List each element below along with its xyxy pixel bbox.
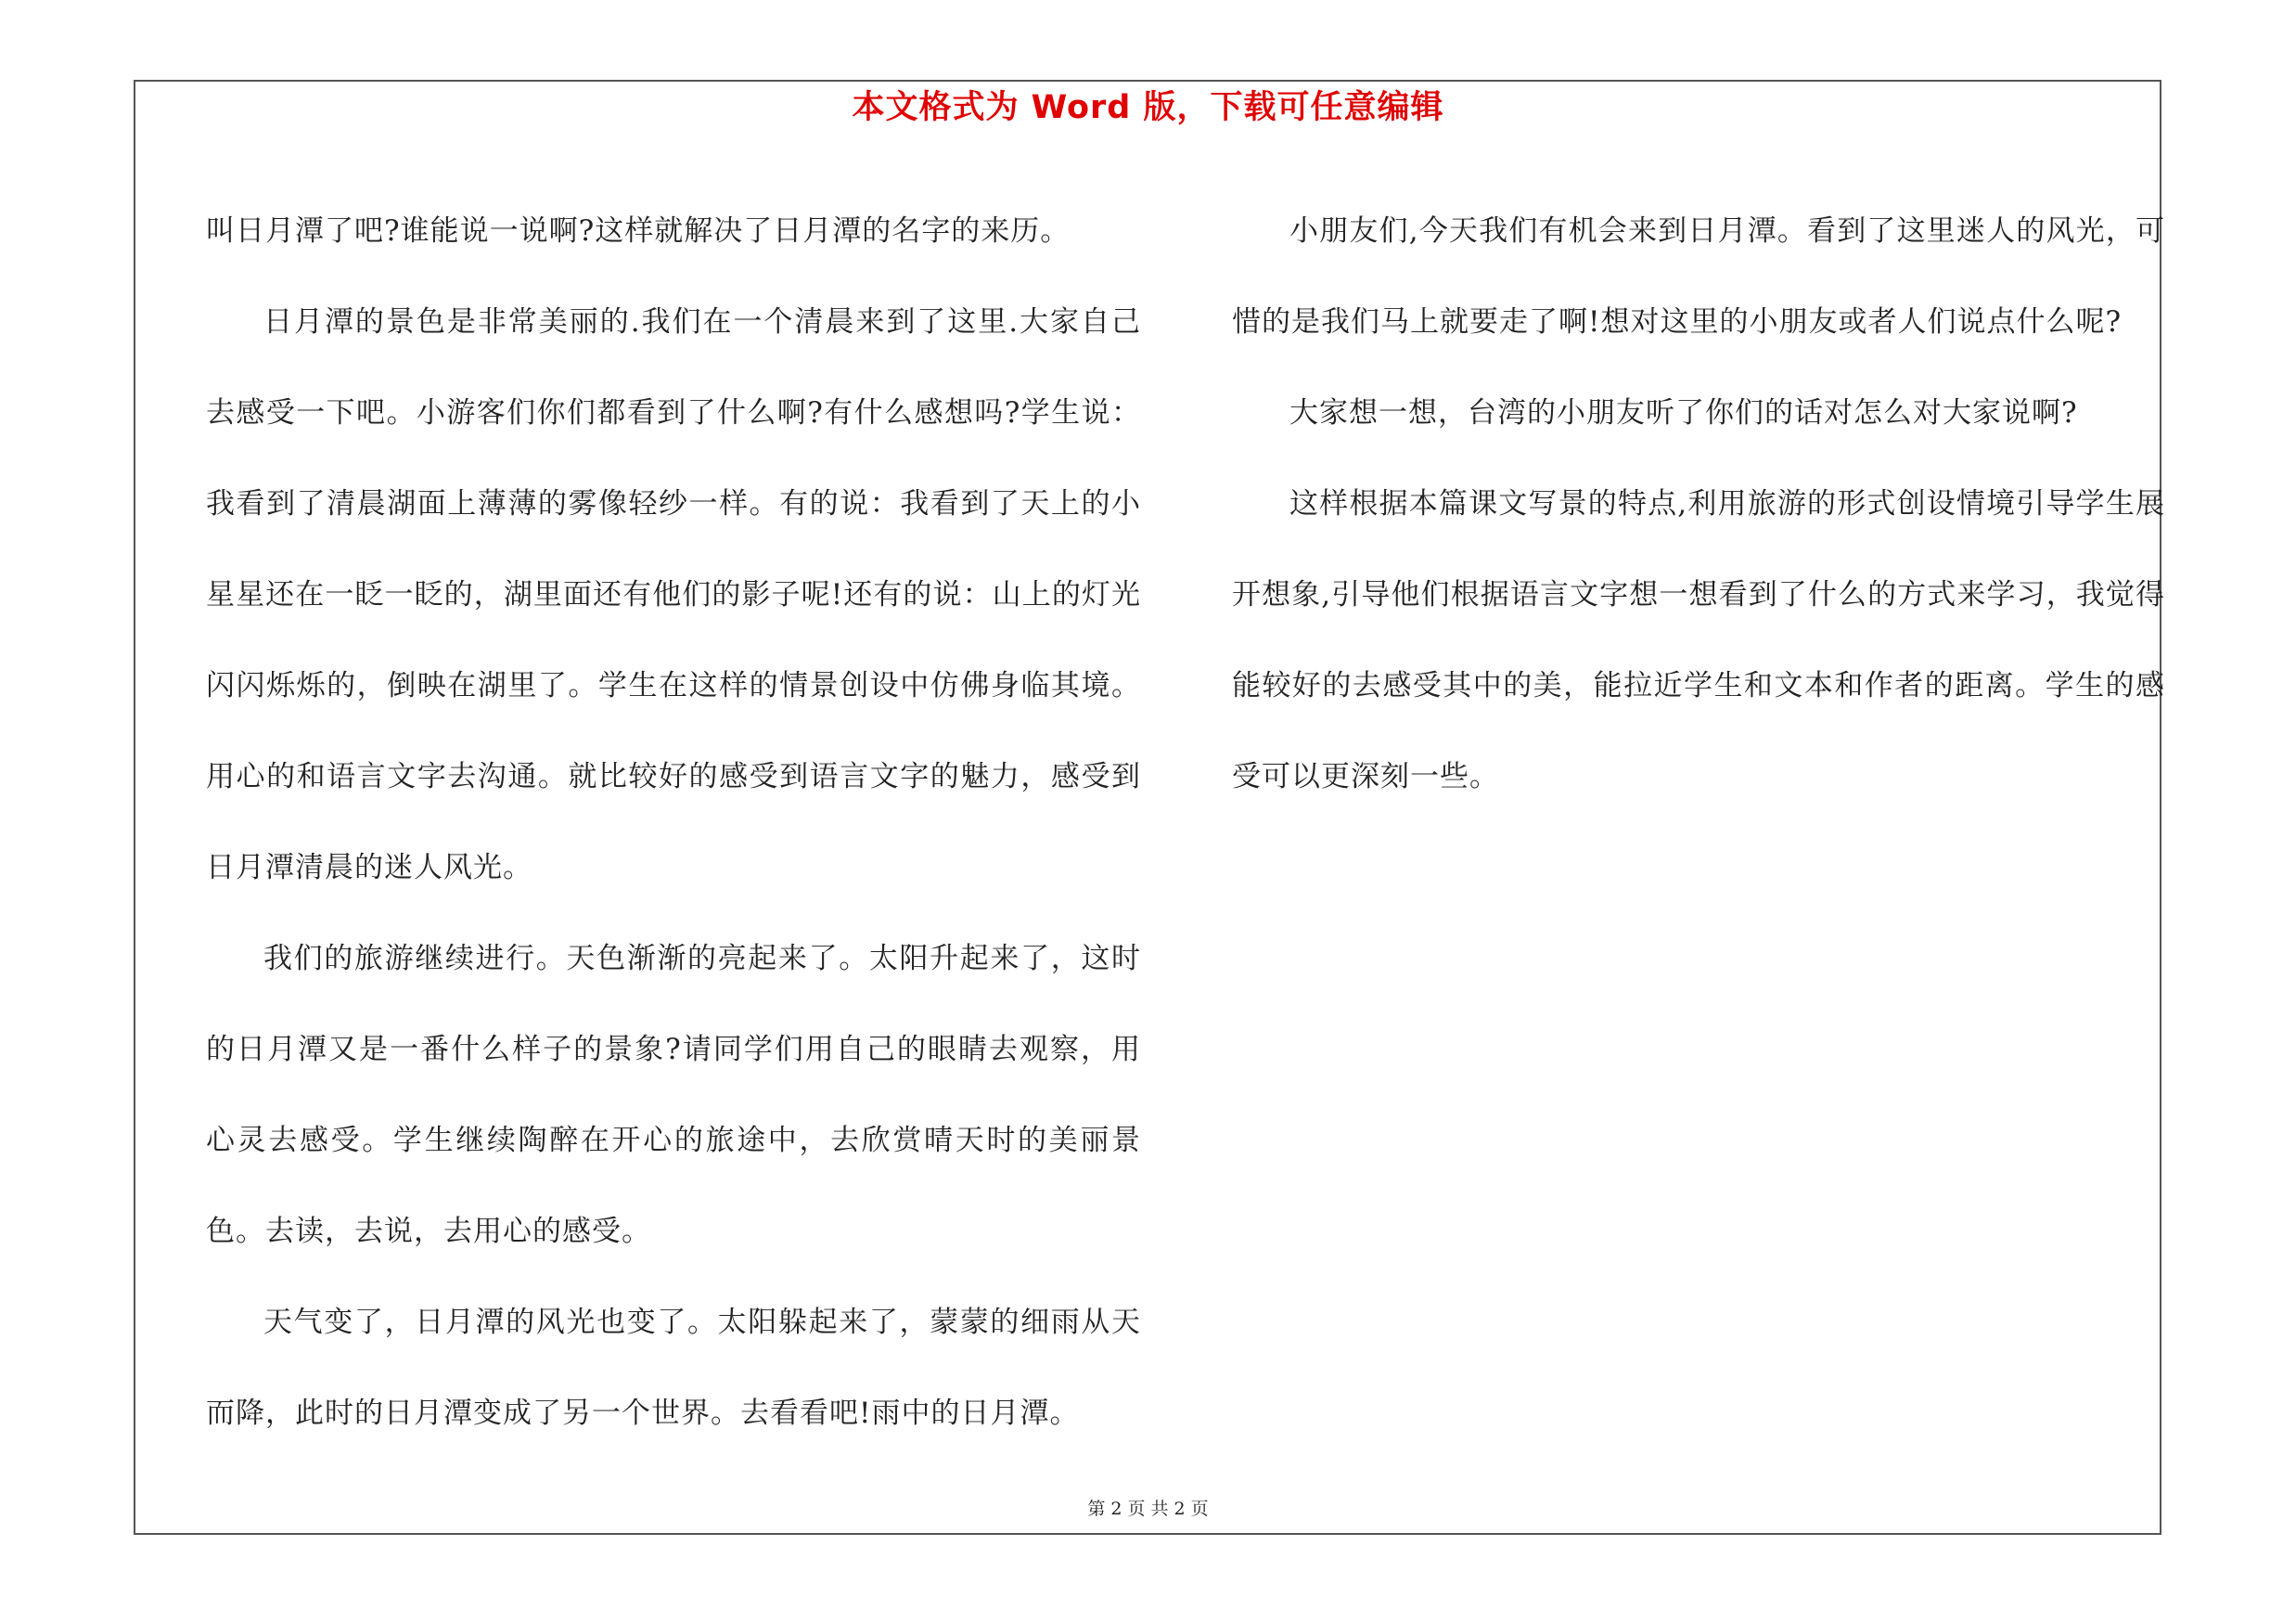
right-text-column xyxy=(1232,186,2165,822)
paragraph: 我们的旅游继续进行。天色渐渐的亮起来了。太阳升起来了，这时的日月潭又是一番什么样子的景象?请同学们用自己的眼睛去观察，用心灵去感受。学生继续陶醉在开心的旅途中，去欣赏晴天时的美丽景色。去读，去说，去用心的感受。 xyxy=(206,942,1141,1248)
paragraph: 大家想一想，台湾的小朋友听了你们的话对怎么对大家说啊? xyxy=(1289,396,2078,430)
paragraph: 这样根据本篇课文写景的特点,利用旅游的形式创设情境引导学生展开想象,引导他们根据语言文字想一想看到了什么的方式来学习，我觉得能较好的去感受其中的美，能拉近学生和文本和作者的距离。学生的感受可以更深刻一些。 xyxy=(1232,487,2165,793)
paragraph: 小朋友们,今天我们有机会来到日月潭。看到了这里迷人的风光，可惜的是我们马上就要走了啊!想对这里的小朋友或者人们说点什么呢? xyxy=(1232,214,2165,339)
paragraph: 日月潭的景色是非常美丽的.我们在一个清晨来到了这里.大家自己去感受一下吧。小游客们你们都看到了什么啊?有什么感想吗?学生说：我看到了清晨湖面上薄薄的雾像轻纱一样。有的说：我看到了天上的小星星还在一眨一眨的，湖里面还有他们的影子呢!还有的说：山上的灯光闪闪烁烁的，倒映在湖里了。学生在这样的情景创设中仿佛身临其境。用心的和语言文字去沟通。就比较好的感受到语言文字的魅力，感受到日月潭清晨的迷人风光。 xyxy=(206,305,1141,884)
page-number-footer: 第 2 页 共 2 页 xyxy=(1087,1499,1209,1519)
format-notice-banner: 本文格式为 Word 版，下载可任意编辑 xyxy=(852,89,1444,126)
left-text-column xyxy=(206,186,1141,1459)
paragraph: 天气变了，日月潭的风光也变了。太阳躲起来了，蒙蒙的细雨从天而降，此时的日月潭变成了另一个世界。去看看吧!雨中的日月潭。 xyxy=(206,1306,1141,1430)
paragraph: 叫日月潭了吧?谁能说一说啊?这样就解决了日月潭的名字的来历。 xyxy=(206,214,1071,248)
